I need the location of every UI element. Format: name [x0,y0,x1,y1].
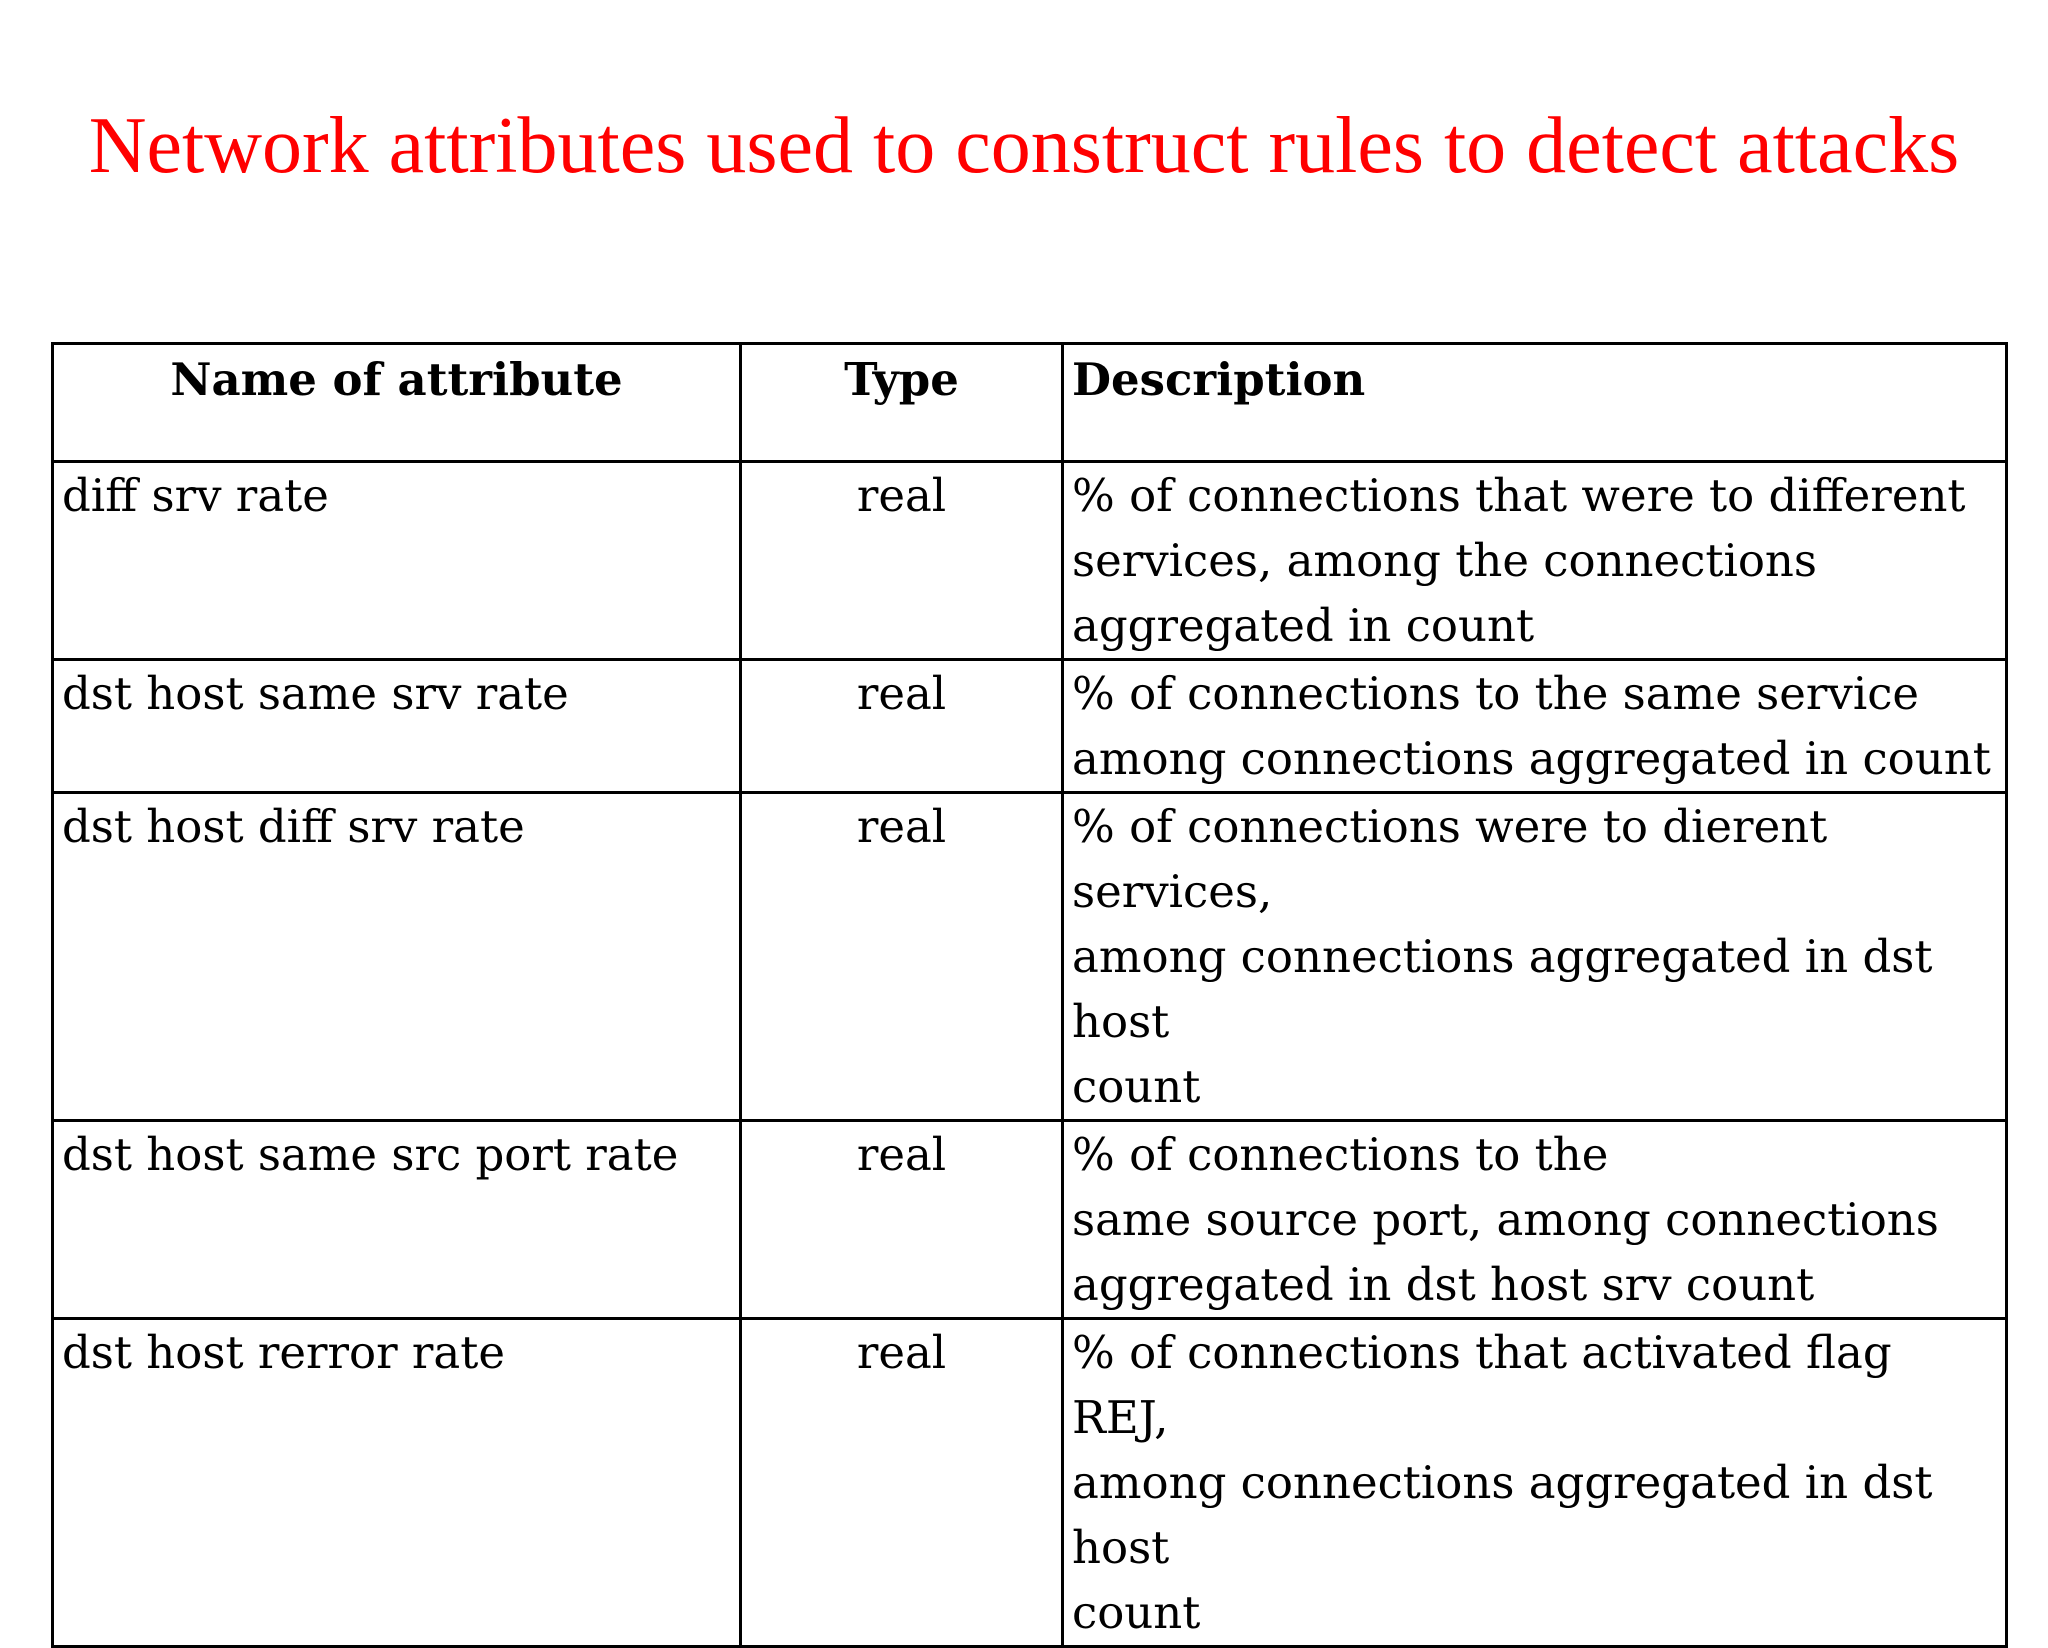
table-row [53,660,2007,793]
attribute-description-cell: % of connections that activated flag REJ, among connections aggregated in dst host count [1063,1319,2007,1647]
attribute-description-cell: % of connections to the same service among connections aggregated in count [1063,660,2007,793]
header-type: Type [741,344,1063,462]
attribute-description-cell: % of connections were to dierent services, among connections aggregated in dst host count [1063,793,2007,1121]
attribute-type-cell: real [741,1121,1063,1319]
attribute-type-cell: real [741,793,1063,1121]
attribute-type-cell: real [741,1319,1063,1647]
attribute-type-cell: real [741,660,1063,793]
attribute-description-cell: % of connections to the same source port, among connections aggregated in dst host srv count [1063,1121,2007,1319]
header-description: Description [1063,344,2007,462]
table-row [53,793,2007,1121]
table-header-row [53,344,2007,462]
attribute-name-cell: dst host same src port rate [53,1121,741,1319]
table-row [53,1121,2007,1319]
table-row [53,462,2007,660]
attribute-type-cell: real [741,462,1063,660]
attribute-name-cell: diff srv rate [53,462,741,660]
attribute-name-cell: dst host diff srv rate [53,793,741,1121]
attribute-name-cell: dst host same srv rate [53,660,741,793]
header-name-of-attribute: Name of attribute [53,344,741,462]
table-row [53,1319,2007,1647]
attributes-table [51,342,2008,1648]
attribute-description-cell: % of connections that were to different services, among the connections aggregated in count [1063,462,2007,660]
slide-title: Network attributes used to construct rules to detect attacks [88,102,1960,190]
attribute-name-cell: dst host rerror rate [53,1319,741,1647]
